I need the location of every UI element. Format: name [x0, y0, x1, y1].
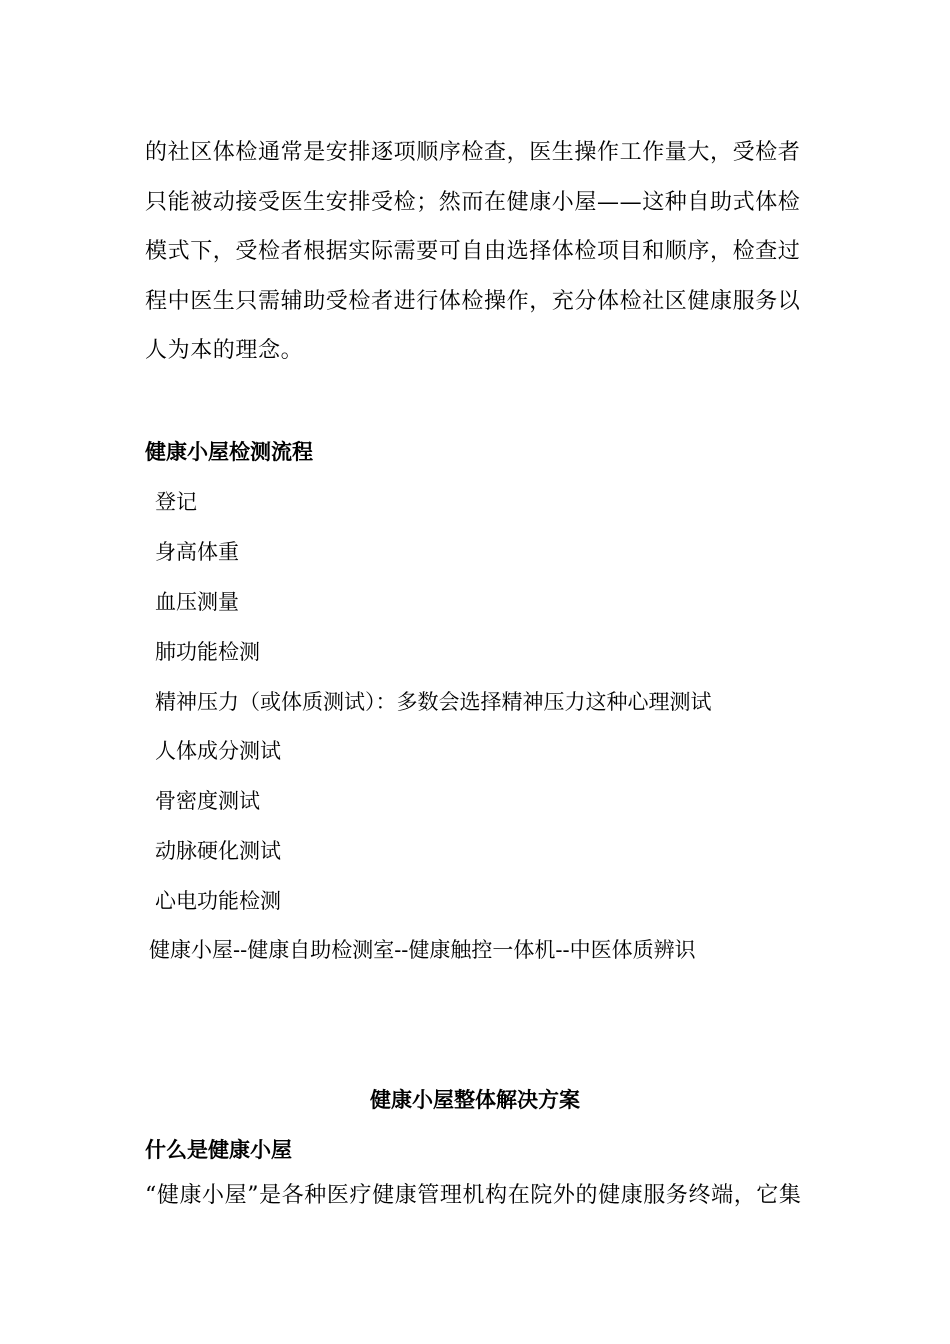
- definition-paragraph: [145, 1171, 815, 1221]
- process-step-bone-density: 骨密度测试: [155, 789, 260, 813]
- solution-title: 健康小屋整体解决方案: [370, 1087, 580, 1112]
- paragraph-line: 程中医生只需辅助受检者进行体检操作，充分体检社区健康服务以: [145, 288, 801, 314]
- paragraph-line: 只能被动接受医生安排受检；然而在健康小屋——这种自助式体检: [145, 189, 801, 215]
- process-step-ecg: 心电功能检测: [155, 889, 281, 913]
- process-step-lung-function: 肺功能检测: [155, 640, 260, 664]
- solution-subheading: 什么是健康小屋: [145, 1137, 292, 1162]
- paragraph-line: “健康小屋”是各种医疗健康管理机构在院外的健康服务终端，它集: [145, 1183, 802, 1208]
- process-step-register: 登记: [155, 490, 197, 514]
- process-step-mental-stress: 精神压力（或体质测试）：多数会选择精神压力这种心理测试: [155, 690, 712, 714]
- paragraph-line: 人为本的理念。: [145, 338, 304, 363]
- process-step-body-composition: 人体成分测试: [155, 739, 281, 763]
- process-step-blood-pressure: 血压测量: [155, 590, 239, 614]
- intro-paragraph: [145, 128, 815, 376]
- process-heading: 健康小屋检测流程: [145, 439, 313, 464]
- process-summary: 健康小屋--健康自助检测室--健康触控一体机--中医体质辨识: [149, 938, 696, 962]
- process-step-arteriosclerosis: 动脉硬化测试: [155, 839, 281, 863]
- paragraph-line: 模式下，受检者根据实际需要可自由选择体检项目和顺序，检查过: [145, 239, 801, 264]
- paragraph-line: 的社区体检通常是安排逐项顺序检查，医生操作工作量大，受检者: [145, 140, 801, 165]
- process-step-height-weight: 身高体重: [155, 540, 239, 564]
